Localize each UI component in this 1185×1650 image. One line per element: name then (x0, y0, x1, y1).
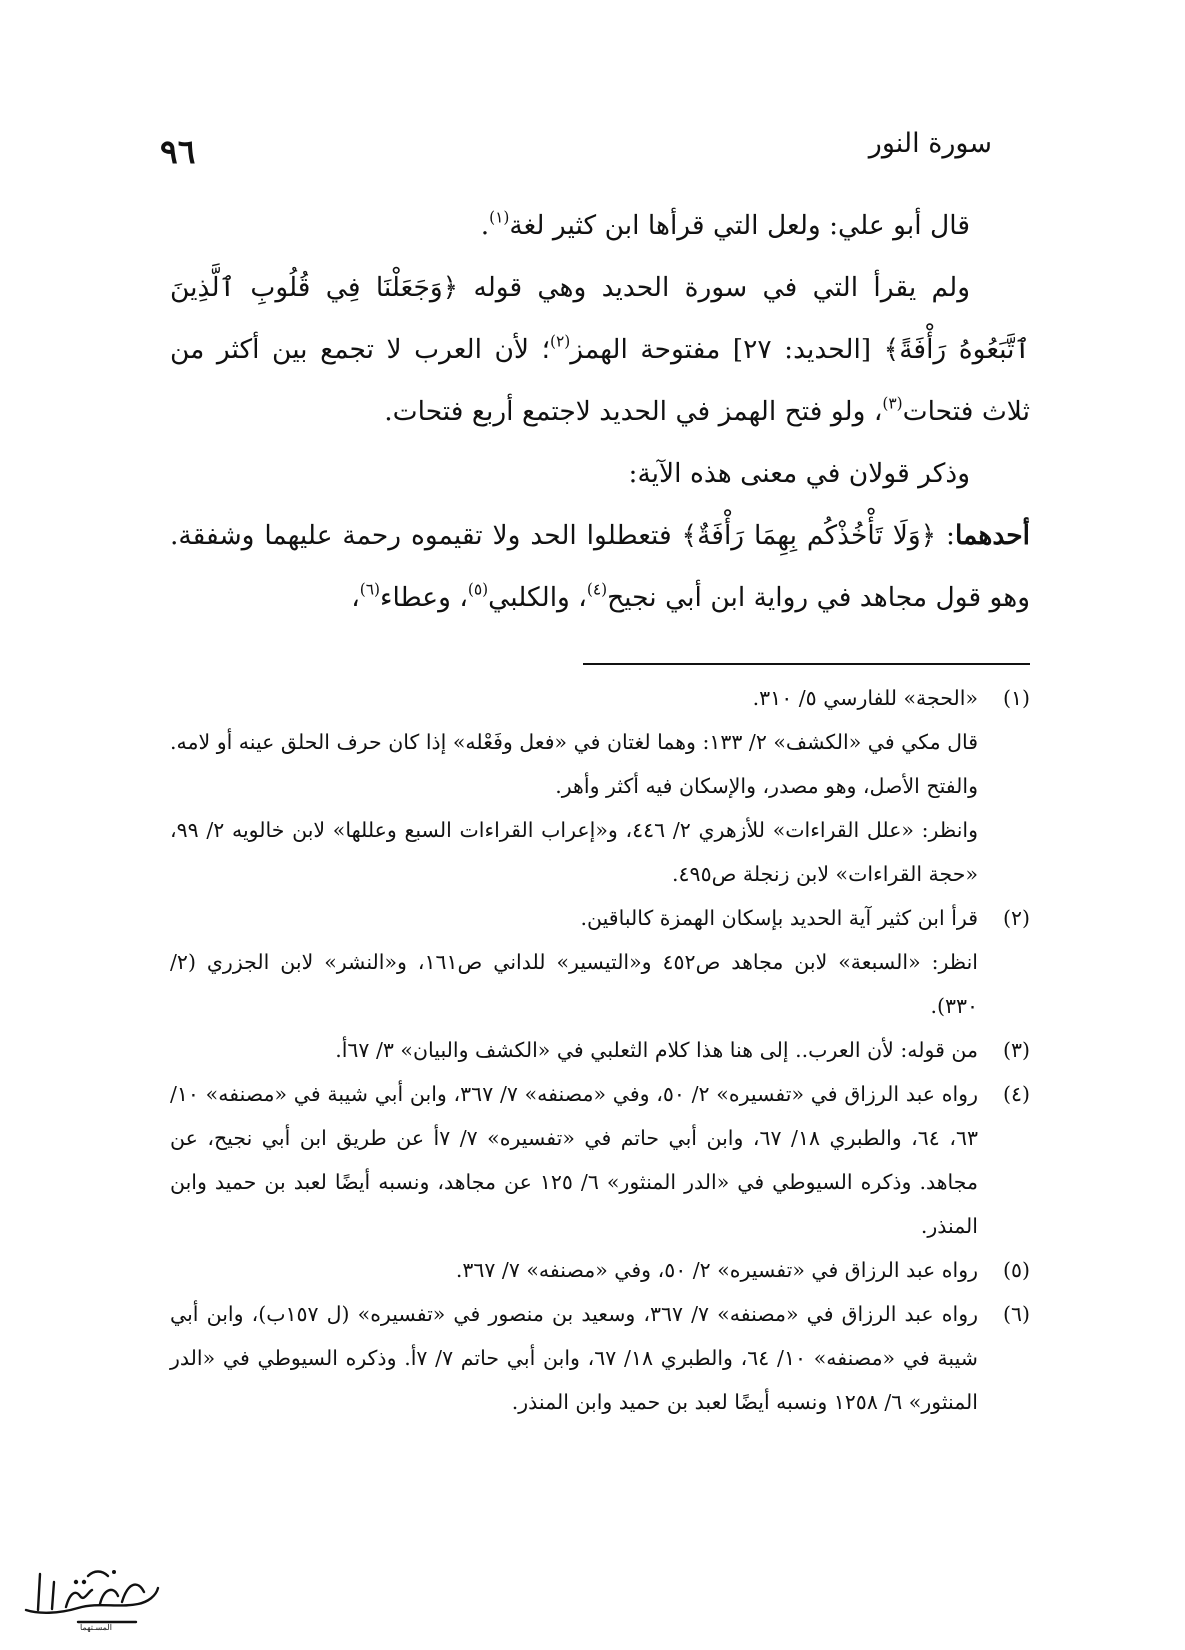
footnote-number: (١) (1002, 686, 1030, 710)
footnote (170, 1292, 1030, 1424)
paragraph-2 (170, 257, 1030, 443)
footnote-continuation: قال مكي في «الكشف» ٢/ ١٣٣: وهما لغتان في «فعل وفَعْله» إذا كان حرف الحلق عينه أو لامه. والفتح الأصل، وهو مصدر، والإسكان فيه أكثر وأهر. (170, 730, 979, 798)
paragraph-4 (170, 505, 1030, 629)
paragraph-colon: : (936, 520, 955, 551)
footnote-text: رواه عبد الرزاق في «تفسيره» ٢/ ٥٠، وفي «مصنفه» ٧/ ٣٦٧، وابن أبي شيبة في «مصنفه» ١٠/ ٦٣، ٦٤، والطبري ١٨/ ٦٧، وابن أبي حاتم في «تفسيره» ٧/ ٧أ عن طريق ابن أبي نجيح، عن مجاهد. وذكره السيوطي في «الدر المنثور» ٦/ ١٢٥ عن مجاهد، ونسبه أيضًا لعبد بن حميد وابن المنذر. (170, 1082, 978, 1238)
footnote (170, 1248, 1030, 1292)
footnote-divider (583, 663, 1030, 665)
paragraph-text: وذكر قولان في معنى هذه الآية: (628, 458, 970, 489)
quran-verse: ﴿وَلَا تَأْخُذْكُم بِهِمَا رَأْفَةٌ﴾ (681, 520, 937, 551)
footnote-number: (٦) (1002, 1302, 1030, 1326)
paragraph-1 (170, 195, 1030, 257)
page-header (160, 122, 1030, 172)
main-text (170, 195, 1030, 629)
footnotes (170, 676, 1030, 1424)
footnote-text: «الحجة» للفارسي ٥/ ٣١٠. (752, 686, 978, 710)
running-title: سورة النور (868, 128, 992, 159)
footnote-text: قرأ ابن كثير آية الحديد بإسكان الهمزة كالباقين. (580, 906, 978, 930)
footnote-number: (٣) (1002, 1038, 1030, 1062)
footnote (170, 1072, 1030, 1248)
library-logo-icon (18, 1552, 168, 1632)
paragraph-lead: أحدهما (954, 520, 1031, 551)
paragraph-text: ولم يقرأ التي في سورة الحديد وهي قوله (458, 272, 971, 303)
footnote-number: (٤) (1002, 1082, 1030, 1106)
footnote-text: رواه عبد الرزاق في «تفسيره» ٢/ ٥٠، وفي «مصنفه» ٧/ ٣٦٧. (455, 1258, 978, 1282)
footnote (170, 676, 1030, 896)
footnote-ref[interactable]: (٥) (467, 580, 489, 599)
paragraph-text: ، (351, 582, 360, 613)
quran-verse: ﴿وَجَعَلْنَا فِي قُلُوبِ ٱلَّذِينَ ٱتَّبَعُوهُ رَأْفَةً﴾ (170, 272, 1031, 365)
verse-reference: [الحديد: ٢٧] مفتوحة الهمز (570, 334, 884, 365)
footnote-continuation: انظر: «السبعة» لابن مجاهد ص٤٥٢ و«التيسير» للداني ص١٦١، و«النشر» لابن الجزري (٢/ ٣٣٠). (170, 950, 978, 1018)
paragraph-3 (170, 443, 1030, 505)
footnote-number: (٢) (1002, 906, 1030, 930)
footnote-continuation: وانظر: «علل القراءات» للأزهري ٢/ ٤٤٦، و«إعراب القراءات السبع وعللها» لابن خالويه ٢/ ٩٩، «حجة القراءات» لابن زنجلة ص٤٩٥. (170, 818, 978, 886)
footnote (170, 1028, 1030, 1072)
footnote-text: رواه عبد الرزاق في «مصنفه» ٧/ ٣٦٧، وسعيد بن منصور في «تفسيره» (ل ١٥٧ب)، وابن أبي شيبة في «مصنفه» ١٠/ ٦٤، والطبري ١٨/ ٦٧، وابن أبي حاتم ٧/ ٧أ. وذكره السيوطي في «الدر المنثور» ٦/ ١٢٥٨ ونسبه أيضًا لعبد بن حميد وابن المنذر. (170, 1302, 978, 1414)
footnote-text: من قوله: لأن العرب.. إلى هنا هذا كلام الثعلبي في «الكشف والبيان» ٣/ ٦٧أ. (335, 1038, 978, 1062)
page-number: ٩٦ (160, 132, 196, 171)
watermark-text: المسـتهما (80, 1623, 112, 1632)
footnote-ref[interactable]: (٤) (586, 580, 608, 599)
paragraph-text: ، وعطاء (380, 582, 468, 613)
paragraph-text: قال أبو علي: ولعل التي قرأها ابن كثير لغة (509, 210, 970, 241)
footnote (170, 896, 1030, 1028)
footnote-ref[interactable]: (٦) (359, 580, 381, 599)
footnote-number: (٥) (1002, 1258, 1030, 1282)
footnote-ref[interactable]: (٢) (550, 332, 571, 351)
paragraph-end: . (480, 210, 490, 241)
paragraph-text: ، والكلبي (488, 582, 587, 613)
footnote-ref[interactable]: (٣) (882, 394, 903, 413)
paragraph-text: ؛ لأن العرب لا تجمع بين أكثر من ثلاث فتحات (170, 334, 1030, 427)
paragraph-text: فتعطلوا الحد ولا تقيموه رحمة عليهما وشفقة. وهو قول مجاهد في رواية ابن أبي نجيح (170, 520, 1030, 613)
paragraph-text: ، ولو فتح الهمز في الحديد لاجتمع أربع فتحات. (384, 396, 883, 427)
footnote-ref[interactable]: (١) (489, 208, 510, 227)
